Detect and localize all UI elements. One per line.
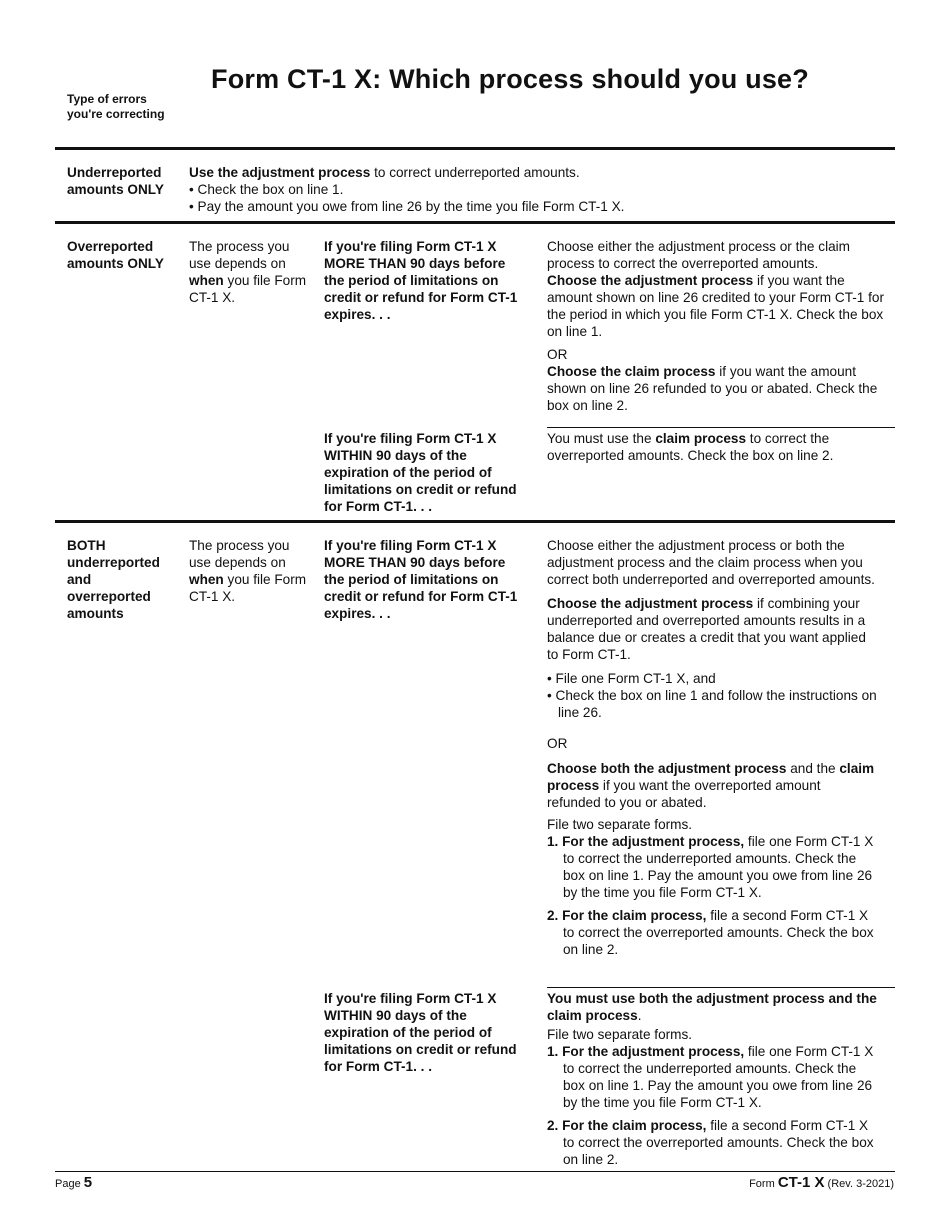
row3-when-pre: The process you use depends on	[189, 538, 290, 570]
row3-ans1-bullet-1: • File one Form CT-1 X, and	[547, 671, 716, 686]
row3-when-bold: when	[189, 572, 224, 587]
row3-or: OR	[547, 736, 568, 751]
row3-ans1-p2-rest: if combining your underreported and overreported amounts results in a balance due or creates a credit that you want applied to Form CT-1.	[547, 596, 866, 662]
row2-bottom-rule	[55, 520, 895, 523]
row3-ans1-item2-bold: 2. For the claim process,	[547, 908, 707, 923]
row1-bullet-1: • Check the box on line 1.	[189, 182, 344, 197]
row3-ans2-p1-bold: You must use both the adjustment process and the claim process	[547, 991, 877, 1023]
row3-ans1-item2-rest: file a second Form CT-1 X to correct the overreported amounts. Check the box on line 2.	[563, 908, 874, 957]
row3-ans1-item1-bold: 1. For the adjustment process,	[547, 834, 745, 849]
table-top-rule	[55, 147, 895, 150]
row3-ans2-item2-bold: 2. For the claim process,	[547, 1118, 707, 1133]
row-label-underreported: Underreported amounts ONLY	[67, 165, 164, 197]
row1-rest: to correct underreported amounts.	[370, 165, 580, 180]
row3-answer-more-than-90	[547, 537, 877, 958]
row2-when-bold: when	[189, 273, 224, 288]
form-revision	[749, 1174, 894, 1191]
page-number	[55, 1174, 92, 1191]
footer-rule	[55, 1171, 895, 1172]
row2-condition-more-than-90: If you're filing Form CT-1 X MORE THAN 90 days before the period of limitations on credit or refund for Form CT-1 expires. . .	[324, 239, 518, 322]
form-prefix: Form	[749, 1178, 778, 1190]
form-name: CT-1 X	[777, 1174, 825, 1191]
row2-answer-within-90	[547, 430, 887, 464]
page-title: Form CT-1 X: Which process should you use?	[211, 64, 809, 94]
row3-ans1-p4: File two separate forms.	[547, 817, 693, 832]
row-label-overreported: Overreported amounts ONLY	[67, 239, 164, 271]
row3-ans2-p2: File two separate forms.	[547, 1027, 693, 1042]
form-revision-date: (Rev. 3-2021)	[824, 1178, 894, 1190]
row2-answer-divider	[547, 427, 895, 428]
page-prefix: Page	[55, 1178, 84, 1190]
row3-ans1-p3-bold1: Choose both the adjustment process	[547, 761, 787, 776]
row2-ans1-p1: Choose either the adjustment process or the claim process to correct the overreported amounts.	[547, 239, 850, 271]
row3-answer-within-90	[547, 990, 877, 1168]
row2-when-post: you file Form CT-1 X.	[189, 273, 307, 305]
row2-ans1-p2-rest: if you want the amount shown on line 26 credited to your Form CT-1 for the period in which you file Form CT-1 X. Check the box on line 1.	[547, 273, 884, 339]
row-label-both: BOTH underreported and overreported amounts	[67, 538, 160, 621]
row3-ans1-p3-rest: if you want the overreported amount refunded to you or abated.	[547, 778, 821, 810]
row2-when-text	[189, 238, 309, 306]
row3-condition-within-90: If you're filing Form CT-1 X WITHIN 90 days of the expiration of the period of limitations on credit or refund for Form CT-1. . .	[324, 991, 517, 1074]
column-header: Type of errors you're correcting	[67, 92, 165, 121]
row3-condition-more-than-90: If you're filing Form CT-1 X MORE THAN 90 days before the period of limitations on credit or refund for Form CT-1 expires. . .	[324, 538, 518, 621]
row3-ans2-p1-rest: .	[637, 1008, 642, 1023]
row3-ans1-p3-bold2: claim process	[547, 761, 875, 793]
row3-ans2-item2-rest: file a second Form CT-1 X to correct the overreported amounts. Check the box on line 2.	[563, 1118, 874, 1167]
row3-when-post: you file Form CT-1 X.	[189, 572, 307, 604]
row3-when-text	[189, 537, 309, 605]
row2-condition-within-90: If you're filing Form CT-1 X WITHIN 90 days of the expiration of the period of limitations on credit or refund for Form CT-1. . .	[324, 431, 517, 514]
row2-answer-more-than-90	[547, 238, 887, 414]
row2-ans2-bold: claim process	[655, 431, 747, 446]
row2-ans2-pre: You must use the	[547, 431, 656, 446]
row2-ans2-post: to correct the overreported amounts. Check the box on line 2.	[547, 431, 834, 463]
row3-ans1-item1-rest: file one Form CT-1 X to correct the underreported amounts. Check the box on line 1. Pay the amount you owe from line 26 by the time you file Form CT-1 X.	[563, 834, 874, 900]
row1-instructions	[189, 164, 879, 215]
row2-or: OR	[547, 347, 568, 362]
row1-bold: Use the adjustment process	[189, 165, 371, 180]
row3-ans1-p2-bold: Choose the adjustment process	[547, 596, 754, 611]
row3-ans1-bullet-2: • Check the box on line 1 and follow the instructions on line 26.	[547, 688, 877, 720]
row2-ans1-p2-bold: Choose the adjustment process	[547, 273, 754, 288]
row2-ans1-p3-rest: if you want the amount shown on line 26 refunded to you or abated. Check the box on line 2.	[547, 364, 878, 413]
row3-ans2-item1-bold: 1. For the adjustment process,	[547, 1044, 745, 1059]
page-number-value: 5	[83, 1174, 93, 1191]
row3-ans2-item1-rest: file one Form CT-1 X to correct the underreported amounts. Check the box on line 1. Pay the amount you owe from line 26 by the time you file Form CT-1 X.	[563, 1044, 874, 1110]
row1-bullet-2: • Pay the amount you owe from line 26 by the time you file Form CT-1 X.	[189, 199, 625, 214]
row1-bottom-rule	[55, 221, 895, 224]
row3-answer-divider	[547, 987, 895, 988]
row3-ans1-p3-mid: and the	[786, 761, 840, 776]
row3-ans1-p1: Choose either the adjustment process or both the adjustment process and the claim process when you correct both underreported and overreported amounts.	[547, 538, 875, 587]
row2-when-pre: The process you use depends on	[189, 239, 290, 271]
row2-ans1-p3-bold: Choose the claim process	[547, 364, 716, 379]
